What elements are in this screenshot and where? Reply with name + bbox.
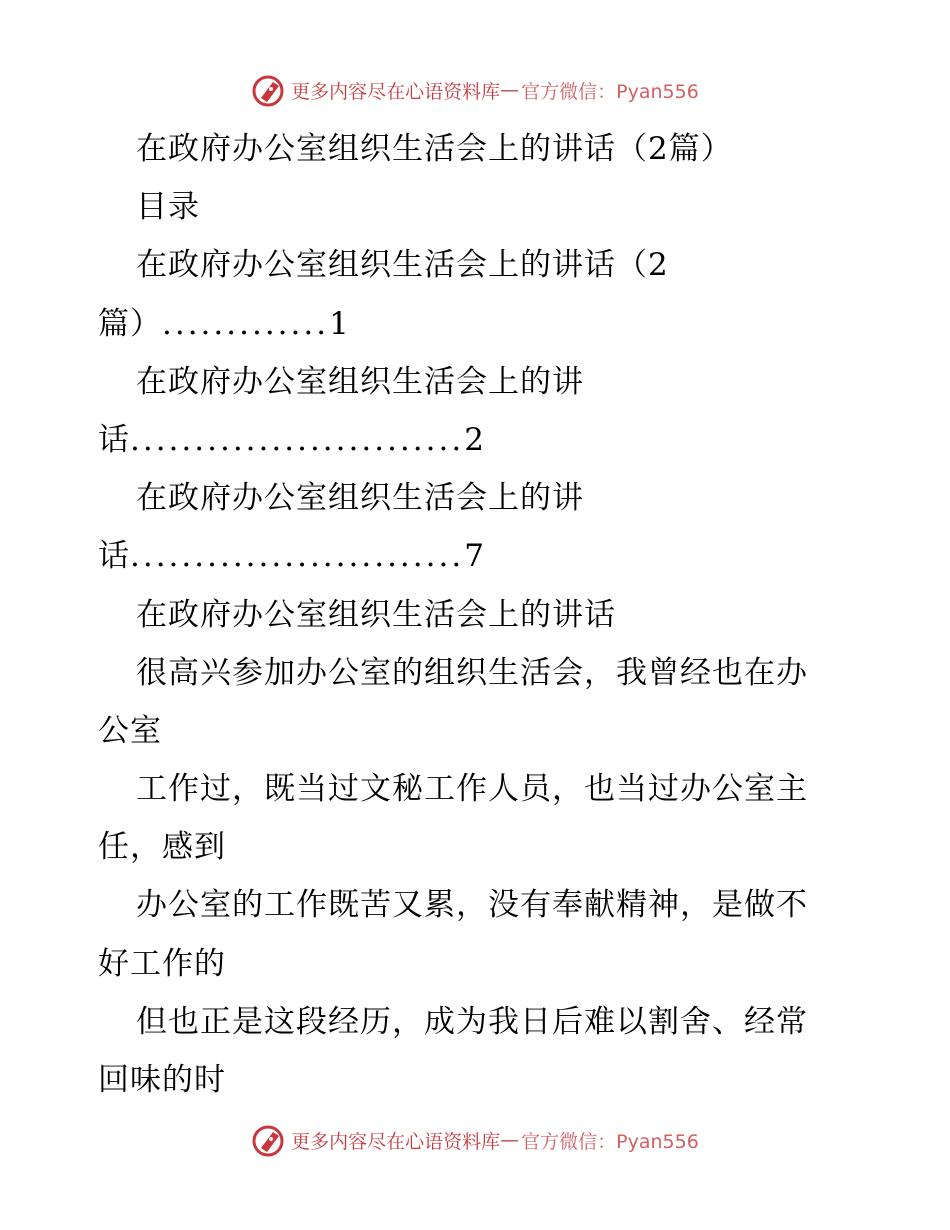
toc-leader-dots: ..........................	[130, 538, 465, 575]
body-line: 工作过，既当过文秘工作人员，也当过办公室主	[136, 771, 808, 808]
toc-entry-title: 在政府办公室组织生活会上的讲话（2	[136, 247, 669, 284]
header-watermark	[0, 70, 950, 110]
toc-entry-title-cont: 话	[98, 538, 130, 575]
body-line-wrap: 公室	[98, 712, 162, 749]
pen-nib-logo-icon	[251, 1122, 287, 1158]
toc-entry-title: 在政府办公室组织生活会上的讲	[136, 480, 584, 517]
body-line-wrap: 好工作的	[98, 945, 226, 982]
body-paragraph	[98, 993, 858, 1109]
toc-entry[interactable]	[98, 469, 858, 585]
toc-leader-dots: .............	[162, 305, 330, 342]
body-line: 办公室的工作既苦又累，没有奉献精神，是做不	[136, 887, 808, 924]
toc-entry[interactable]	[98, 353, 858, 469]
body-line-wrap: 回味的时	[98, 1062, 226, 1098]
toc-entry-title-cont: 话	[98, 421, 130, 458]
toc-entry[interactable]	[98, 236, 858, 352]
footer-watermark	[0, 1120, 950, 1160]
header-wechat-text: 官方微信：Pyan556	[521, 80, 699, 103]
toc-entry-title-cont: 篇）	[98, 305, 162, 342]
toc-entry-line	[98, 411, 858, 469]
header-separator: —	[500, 79, 520, 101]
section-title: 在政府办公室组织生活会上的讲话	[136, 596, 616, 633]
body-paragraph	[98, 876, 858, 992]
document-page	[98, 120, 858, 1109]
toc-leader-dots: ..........................	[130, 421, 465, 458]
body-paragraph	[98, 760, 858, 876]
document-title: 在政府办公室组织生活会上的讲话（2篇）	[136, 131, 733, 167]
toc-heading: 目录	[136, 189, 200, 226]
body-line: 但也正是这段经历，成为我日后难以割舍、经常	[136, 1003, 808, 1040]
body-paragraph	[98, 644, 858, 760]
toc-page-number: 2	[464, 421, 485, 458]
toc-page-number: 7	[464, 538, 485, 575]
body-line-wrap: 任，感到	[98, 829, 226, 866]
toc-entry-title: 在政府办公室组织生活会上的讲	[136, 363, 584, 400]
toc-page-number: 1	[329, 305, 350, 342]
footer-brand-text: 更多内容尽在心语资料库	[291, 1130, 501, 1153]
pen-nib-logo-icon	[251, 72, 287, 108]
footer-separator: —	[500, 1129, 520, 1151]
footer-wechat-text: 官方微信：Pyan556	[521, 1130, 699, 1153]
body-line: 很高兴参加办公室的组织生活会，我曾经也在办	[136, 654, 808, 691]
toc-entry-line	[98, 527, 858, 585]
toc-entry-line	[98, 295, 858, 353]
header-brand-text: 更多内容尽在心语资料库	[291, 80, 501, 103]
